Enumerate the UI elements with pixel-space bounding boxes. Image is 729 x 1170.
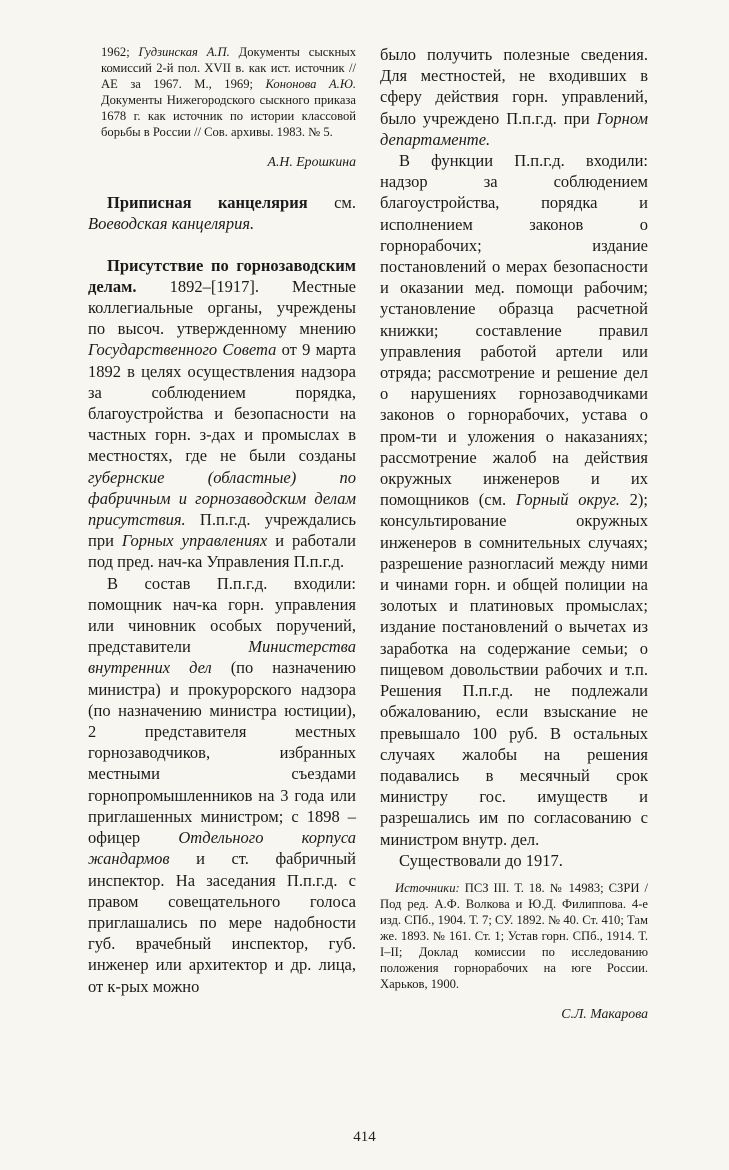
text-run: Горном департаменте.: [380, 108, 648, 149]
text-run: П.п.г.д. учреждались при: [88, 510, 356, 551]
text-run: и работали под пред. нач-ка Управления П.п.г.д.: [88, 531, 356, 572]
text-run: В функции П.п.г.д. входили: надзор за соблюдением благоустройства, порядка и исполнением законов о горнорабочих; издание постановлений о мерах безопасности и оказании мед. помощи рабочим; установление образца расчетной книжки; составление правил управления работой артели или отряда; рассмотрение и решение дел о нарушениях горнозаводчиками законов о горнорабочих, устава о пром-ти и уложения о наказаниях; рассмотрение жалоб на действия окружных инженеров и их помощников (см.: [380, 151, 648, 510]
text-run: А.Н. Ерошкина: [267, 154, 356, 169]
text-run: Государственного Совета: [88, 340, 277, 360]
right-column: [380, 44, 648, 1024]
text-run: Приписная канцелярия: [107, 193, 308, 213]
text-run: Министерства внутренних дел: [88, 637, 356, 678]
text-run: было получить полезные сведения. Для местностей, не входивших в сферу действия горн. управлений, было учреждено П.п.г.д. при: [380, 45, 648, 128]
entry-prisutstvie-po-gornozavodskim-delam: [88, 255, 356, 573]
text-run: и ст. фабричный инспектор. На заседания П.п.г.д. с правом совещательного голоса приглашались по мере надобности губ. врачебный инспектор, губ. инженер или архитектор и др. лица, от к-рых можно: [88, 849, 356, 996]
text-run: Воеводская канцелярия.: [88, 214, 255, 234]
text-run: Кононова А.Ю.: [265, 77, 356, 91]
text-run: 2); консультирование окружных инженеров в сомнительных случаях; разрешение разногласий между ними и чинами горн. и общей полиции на золотых и платиновых промыслах; издание постановлений о вычетах из заработка на содержание семьи; о пищевом довольствии рабочих и т.п. Решения П.п.г.д. не подлежали обжалованию, если взыскание не превышало 100 руб. В остальных случаях жалобы на решения подавались в месячный срок министру гос. имуществ и разрешались им по согласованию с министром внутр. дел.: [380, 490, 648, 849]
text-run: Гудзинская А.П.: [138, 45, 230, 59]
text-run: С.Л. Макарова: [561, 1005, 648, 1021]
author-signature: [88, 151, 356, 172]
text-run: Горный округ.: [515, 490, 620, 510]
bibliography-continuation: [101, 44, 356, 140]
body-paragraph-continuation: [380, 44, 648, 150]
text-run: 1892–[1917]. Местные коллегиальные органы, учреждены по высоч. утвержденному мнению: [88, 276, 356, 339]
author-signature: [380, 1003, 648, 1024]
text-run: Документы сыскных комиссий 2-й пол. XVII в. как ист. источник // АЕ за 1967. М., 1969;: [101, 45, 356, 91]
body-paragraph-funkcii: [380, 150, 648, 850]
text-run: Документы Нижегородского сыскного приказа 1678 г. как источник по истории классовой борьбы в России // Сов. архивы. 1983. № 5.: [101, 93, 356, 139]
body-paragraph-sushchestvovali: [380, 850, 648, 871]
text-run: Отдельного корпуса жандармов: [88, 828, 356, 869]
text-run: В состав П.п.г.д. входили: помощник нач-ка горн. управления или чиновник особых поручений, представители: [88, 573, 356, 657]
entry-pripisnaya-kancelyariya: [88, 192, 356, 234]
text-run: (по назначению министра) и прокурорского надзора (по назначению министра юстиции), 2 представителя местных горнозаводчиков, избранных местными съездами горнопромышленников на 3 года или приглашенных министром; с 1898 – офицер: [88, 658, 356, 848]
text-run: 1962;: [101, 45, 139, 59]
text-run: Существовали до 1917.: [399, 850, 563, 870]
body-paragraph-sostav: [88, 573, 356, 997]
text-run: Источники:: [395, 880, 460, 895]
text-run: см.: [307, 193, 356, 213]
text-run: от 9 марта 1892 в целях осуществления надзора за соблюдением порядка, благоустройства и безопасности на частных горн. з-дах и промыслах в местностях, где не были созданы: [88, 340, 356, 466]
sources-paragraph: [380, 880, 648, 992]
text-run: Присутствие по горнозаводским делам.: [88, 255, 356, 296]
text-run: Горных управлениях: [121, 531, 268, 551]
left-column: [88, 44, 356, 1024]
text-run: губернские (областные) по фабричным и горнозаводским делам присутствия.: [88, 467, 356, 530]
page-number: 414: [353, 1129, 376, 1145]
text-run: ПСЗ III. Т. 18. № 14983; СЗРИ / Под ред. А.Ф. Волкова и Ю.Д. Филиппова. 4-е изд. СПб., 1904. Т. 7; СУ. 1892. № 40. Ст. 410; Там же. 1893. № 161. Ст. 1; Устав горн. СПб., 1914. Т. I–II; Доклад комиссии по исследованию положения горнорабочих на юге России. Харьков, 1900.: [380, 880, 648, 991]
